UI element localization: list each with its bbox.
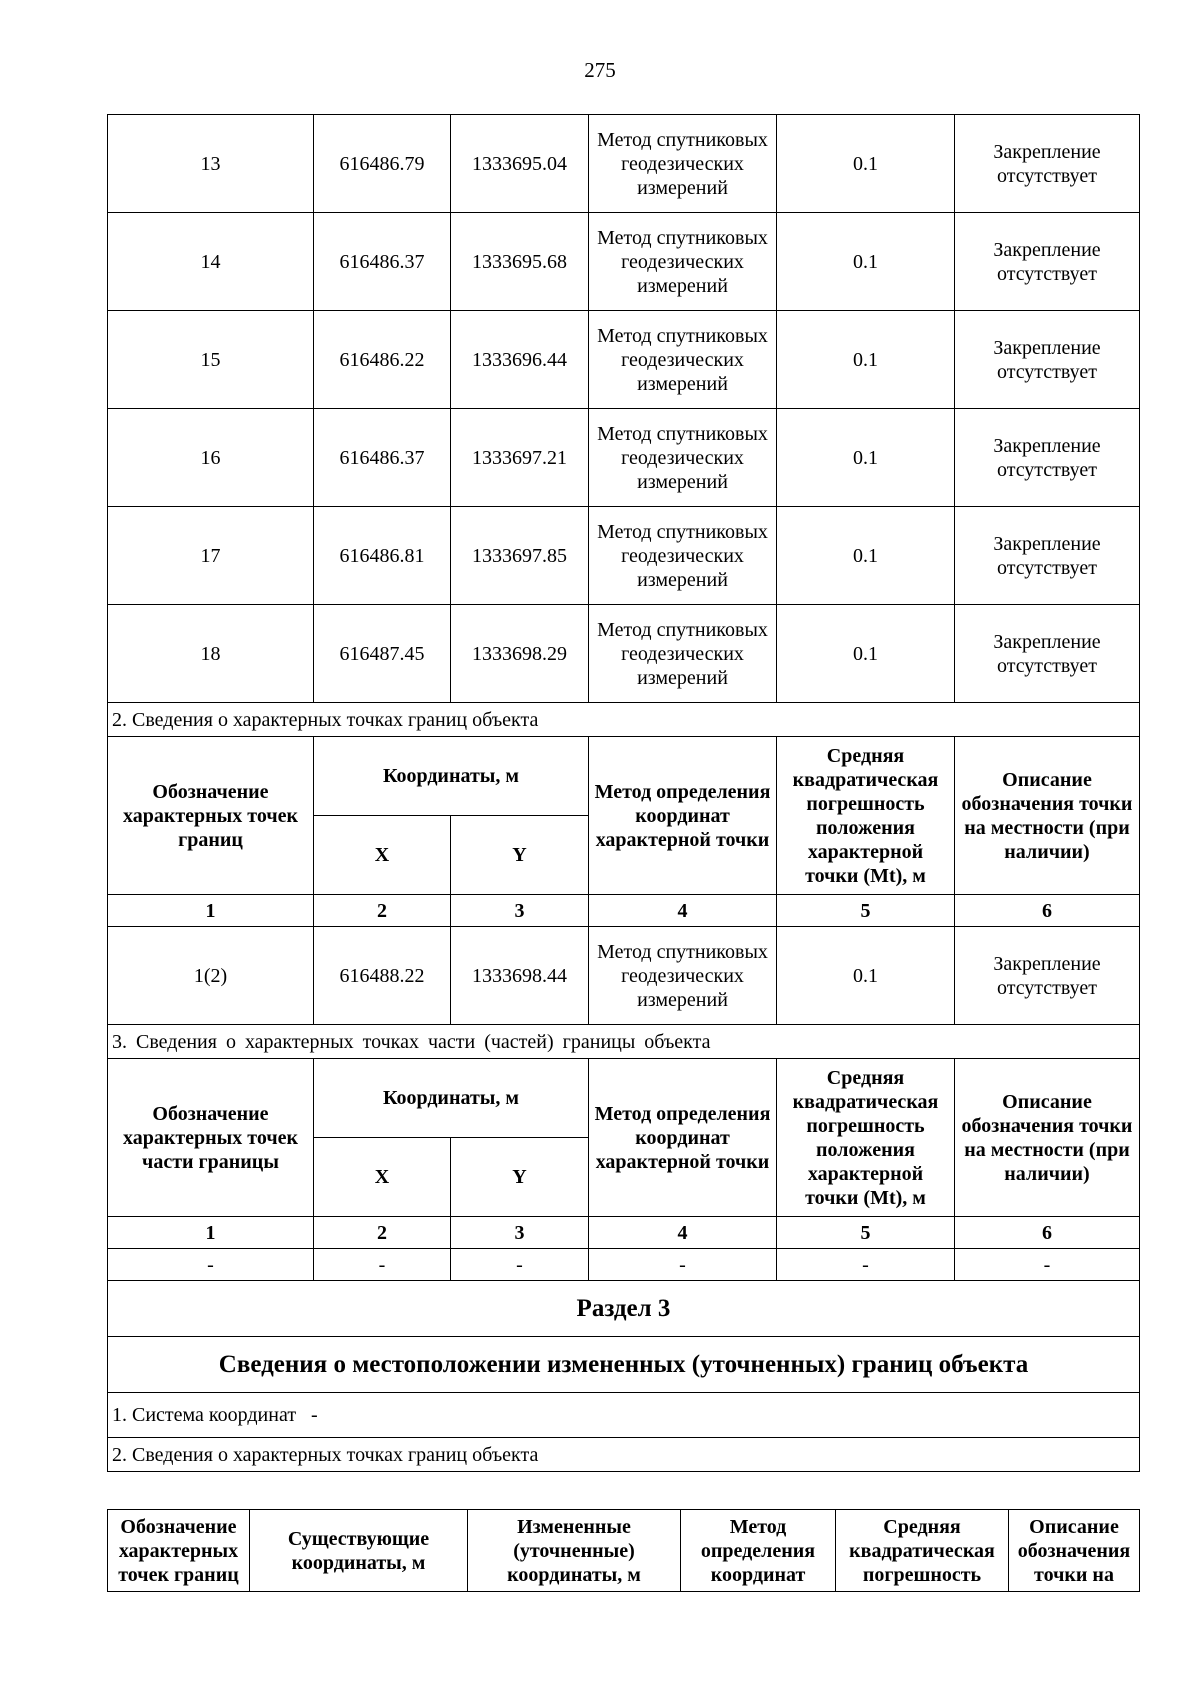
error-cell: 0.1 [777, 507, 955, 605]
existing-coords-header: Существующие координаты, м [250, 1510, 468, 1592]
changed-boundaries-header-table [107, 1509, 1140, 1592]
column-number: 4 [589, 1217, 777, 1249]
coord-system: 1. Система координат - [108, 1393, 1140, 1438]
table-row [108, 115, 1140, 213]
y-cell: 1333695.68 [451, 213, 589, 311]
method-cell: Метод спутниковых геодезических измерений [589, 605, 777, 703]
point-cell: 13 [108, 115, 314, 213]
coords-header: Координаты, м [314, 737, 589, 816]
y-header: Y [451, 816, 589, 895]
x-cell: 616486.79 [314, 115, 451, 213]
empty-cell: - [955, 1249, 1140, 1281]
razdel-subtitle-row [108, 1337, 1140, 1393]
error-header: Средняя квадратическая погрешность [836, 1510, 1009, 1592]
column-number: 2 [314, 895, 451, 927]
error-cell: 0.1 [777, 605, 955, 703]
points-title-row [108, 1438, 1140, 1472]
method-cell: Метод спутниковых геодезических измерений [589, 311, 777, 409]
description-cell: Закрепление отсутствует [955, 507, 1140, 605]
method-header: Метод определения координат [681, 1510, 836, 1592]
x-cell: 616486.37 [314, 409, 451, 507]
changed-coords-header: Измененные (уточненные) координаты, м [468, 1510, 681, 1592]
empty-cell: - [589, 1249, 777, 1281]
coord-system-row [108, 1393, 1140, 1438]
description-header: Описание обозначения точки на местности (при наличии) [955, 1059, 1140, 1217]
error-cell: 0.1 [777, 213, 955, 311]
section3-column-numbers [108, 1217, 1140, 1249]
error-cell: 0.1 [777, 927, 955, 1025]
column-number: 1 [108, 895, 314, 927]
x-header: X [314, 816, 451, 895]
column-number: 6 [955, 1217, 1140, 1249]
point-cell: 1(2) [108, 927, 314, 1025]
x-cell: 616486.37 [314, 213, 451, 311]
column-number: 3 [451, 895, 589, 927]
error-cell: 0.1 [777, 311, 955, 409]
section3-title: 3. Сведения о характерных точках части (частей) границы объекта [108, 1025, 1140, 1059]
description-cell: Закрепление отсутствует [955, 311, 1140, 409]
coords-header: Координаты, м [314, 1059, 589, 1138]
column-number: 5 [777, 895, 955, 927]
y-cell: 1333698.29 [451, 605, 589, 703]
point-cell: 17 [108, 507, 314, 605]
error-header: Средняя квадратическая погрешность положения характерной точки (Mt), м [777, 737, 955, 895]
designation-header: Обозначение характерных точек границ [108, 1510, 250, 1592]
x-cell: 616486.22 [314, 311, 451, 409]
section2-header-row [108, 737, 1140, 816]
point-cell: 16 [108, 409, 314, 507]
empty-cell: - [777, 1249, 955, 1281]
empty-cell: - [314, 1249, 451, 1281]
x-cell: 616488.22 [314, 927, 451, 1025]
method-cell: Метод спутниковых геодезических измерений [589, 409, 777, 507]
column-number: 2 [314, 1217, 451, 1249]
empty-cell: - [108, 1249, 314, 1281]
y-cell: 1333697.85 [451, 507, 589, 605]
description-cell: Закрепление отсутствует [955, 605, 1140, 703]
section2-title: 2. Сведения о характерных точках границ объекта [108, 703, 1140, 737]
description-cell: Закрепление отсутствует [955, 927, 1140, 1025]
method-header: Метод определения координат характерной точки [589, 1059, 777, 1217]
y-cell: 1333697.21 [451, 409, 589, 507]
column-number: 5 [777, 1217, 955, 1249]
designation-header: Обозначение характерных точек части границы [108, 1059, 314, 1217]
y-header: Y [451, 1138, 589, 1217]
error-cell: 0.1 [777, 115, 955, 213]
y-cell: 1333695.04 [451, 115, 589, 213]
method-cell: Метод спутниковых геодезических измерений [589, 507, 777, 605]
description-header: Описание обозначения точки на местности (при наличии) [955, 737, 1140, 895]
razdel-title-row [108, 1281, 1140, 1337]
point-cell: 14 [108, 213, 314, 311]
table-row [108, 605, 1140, 703]
table-row [108, 409, 1140, 507]
x-cell: 616487.45 [314, 605, 451, 703]
column-number: 3 [451, 1217, 589, 1249]
method-cell: Метод спутниковых геодезических измерений [589, 927, 777, 1025]
column-number: 6 [955, 895, 1140, 927]
changed-header-row [108, 1510, 1140, 1592]
error-header: Средняя квадратическая погрешность положения характерной точки (Mt), м [777, 1059, 955, 1217]
coordinates-table [107, 114, 1140, 1472]
section3-header-row [108, 1059, 1140, 1138]
column-number: 4 [589, 895, 777, 927]
column-number: 1 [108, 1217, 314, 1249]
description-cell: Закрепление отсутствует [955, 115, 1140, 213]
table-row [108, 1249, 1140, 1281]
method-cell: Метод спутниковых геодезических измерений [589, 213, 777, 311]
point-cell: 15 [108, 311, 314, 409]
razdel-subtitle: Сведения о местоположении измененных (уточненных) границ объекта [108, 1337, 1140, 1393]
points-title: 2. Сведения о характерных точках границ объекта [108, 1438, 1140, 1472]
table-row [108, 213, 1140, 311]
section2-column-numbers [108, 895, 1140, 927]
y-cell: 1333696.44 [451, 311, 589, 409]
table-row [108, 927, 1140, 1025]
description-cell: Закрепление отсутствует [955, 409, 1140, 507]
description-cell: Закрепление отсутствует [955, 213, 1140, 311]
description-header: Описание обозначения точки на [1009, 1510, 1140, 1592]
empty-cell: - [451, 1249, 589, 1281]
razdel-title: Раздел 3 [108, 1281, 1140, 1337]
method-cell: Метод спутниковых геодезических измерений [589, 115, 777, 213]
y-cell: 1333698.44 [451, 927, 589, 1025]
error-cell: 0.1 [777, 409, 955, 507]
designation-header: Обозначение характерных точек границ [108, 737, 314, 895]
page-number: 275 [584, 58, 616, 82]
x-cell: 616486.81 [314, 507, 451, 605]
method-header: Метод определения координат характерной точки [589, 737, 777, 895]
table-row [108, 507, 1140, 605]
x-header: X [314, 1138, 451, 1217]
table-row [108, 311, 1140, 409]
section2-title-row [108, 703, 1140, 737]
section3-title-row [108, 1025, 1140, 1059]
point-cell: 18 [108, 605, 314, 703]
